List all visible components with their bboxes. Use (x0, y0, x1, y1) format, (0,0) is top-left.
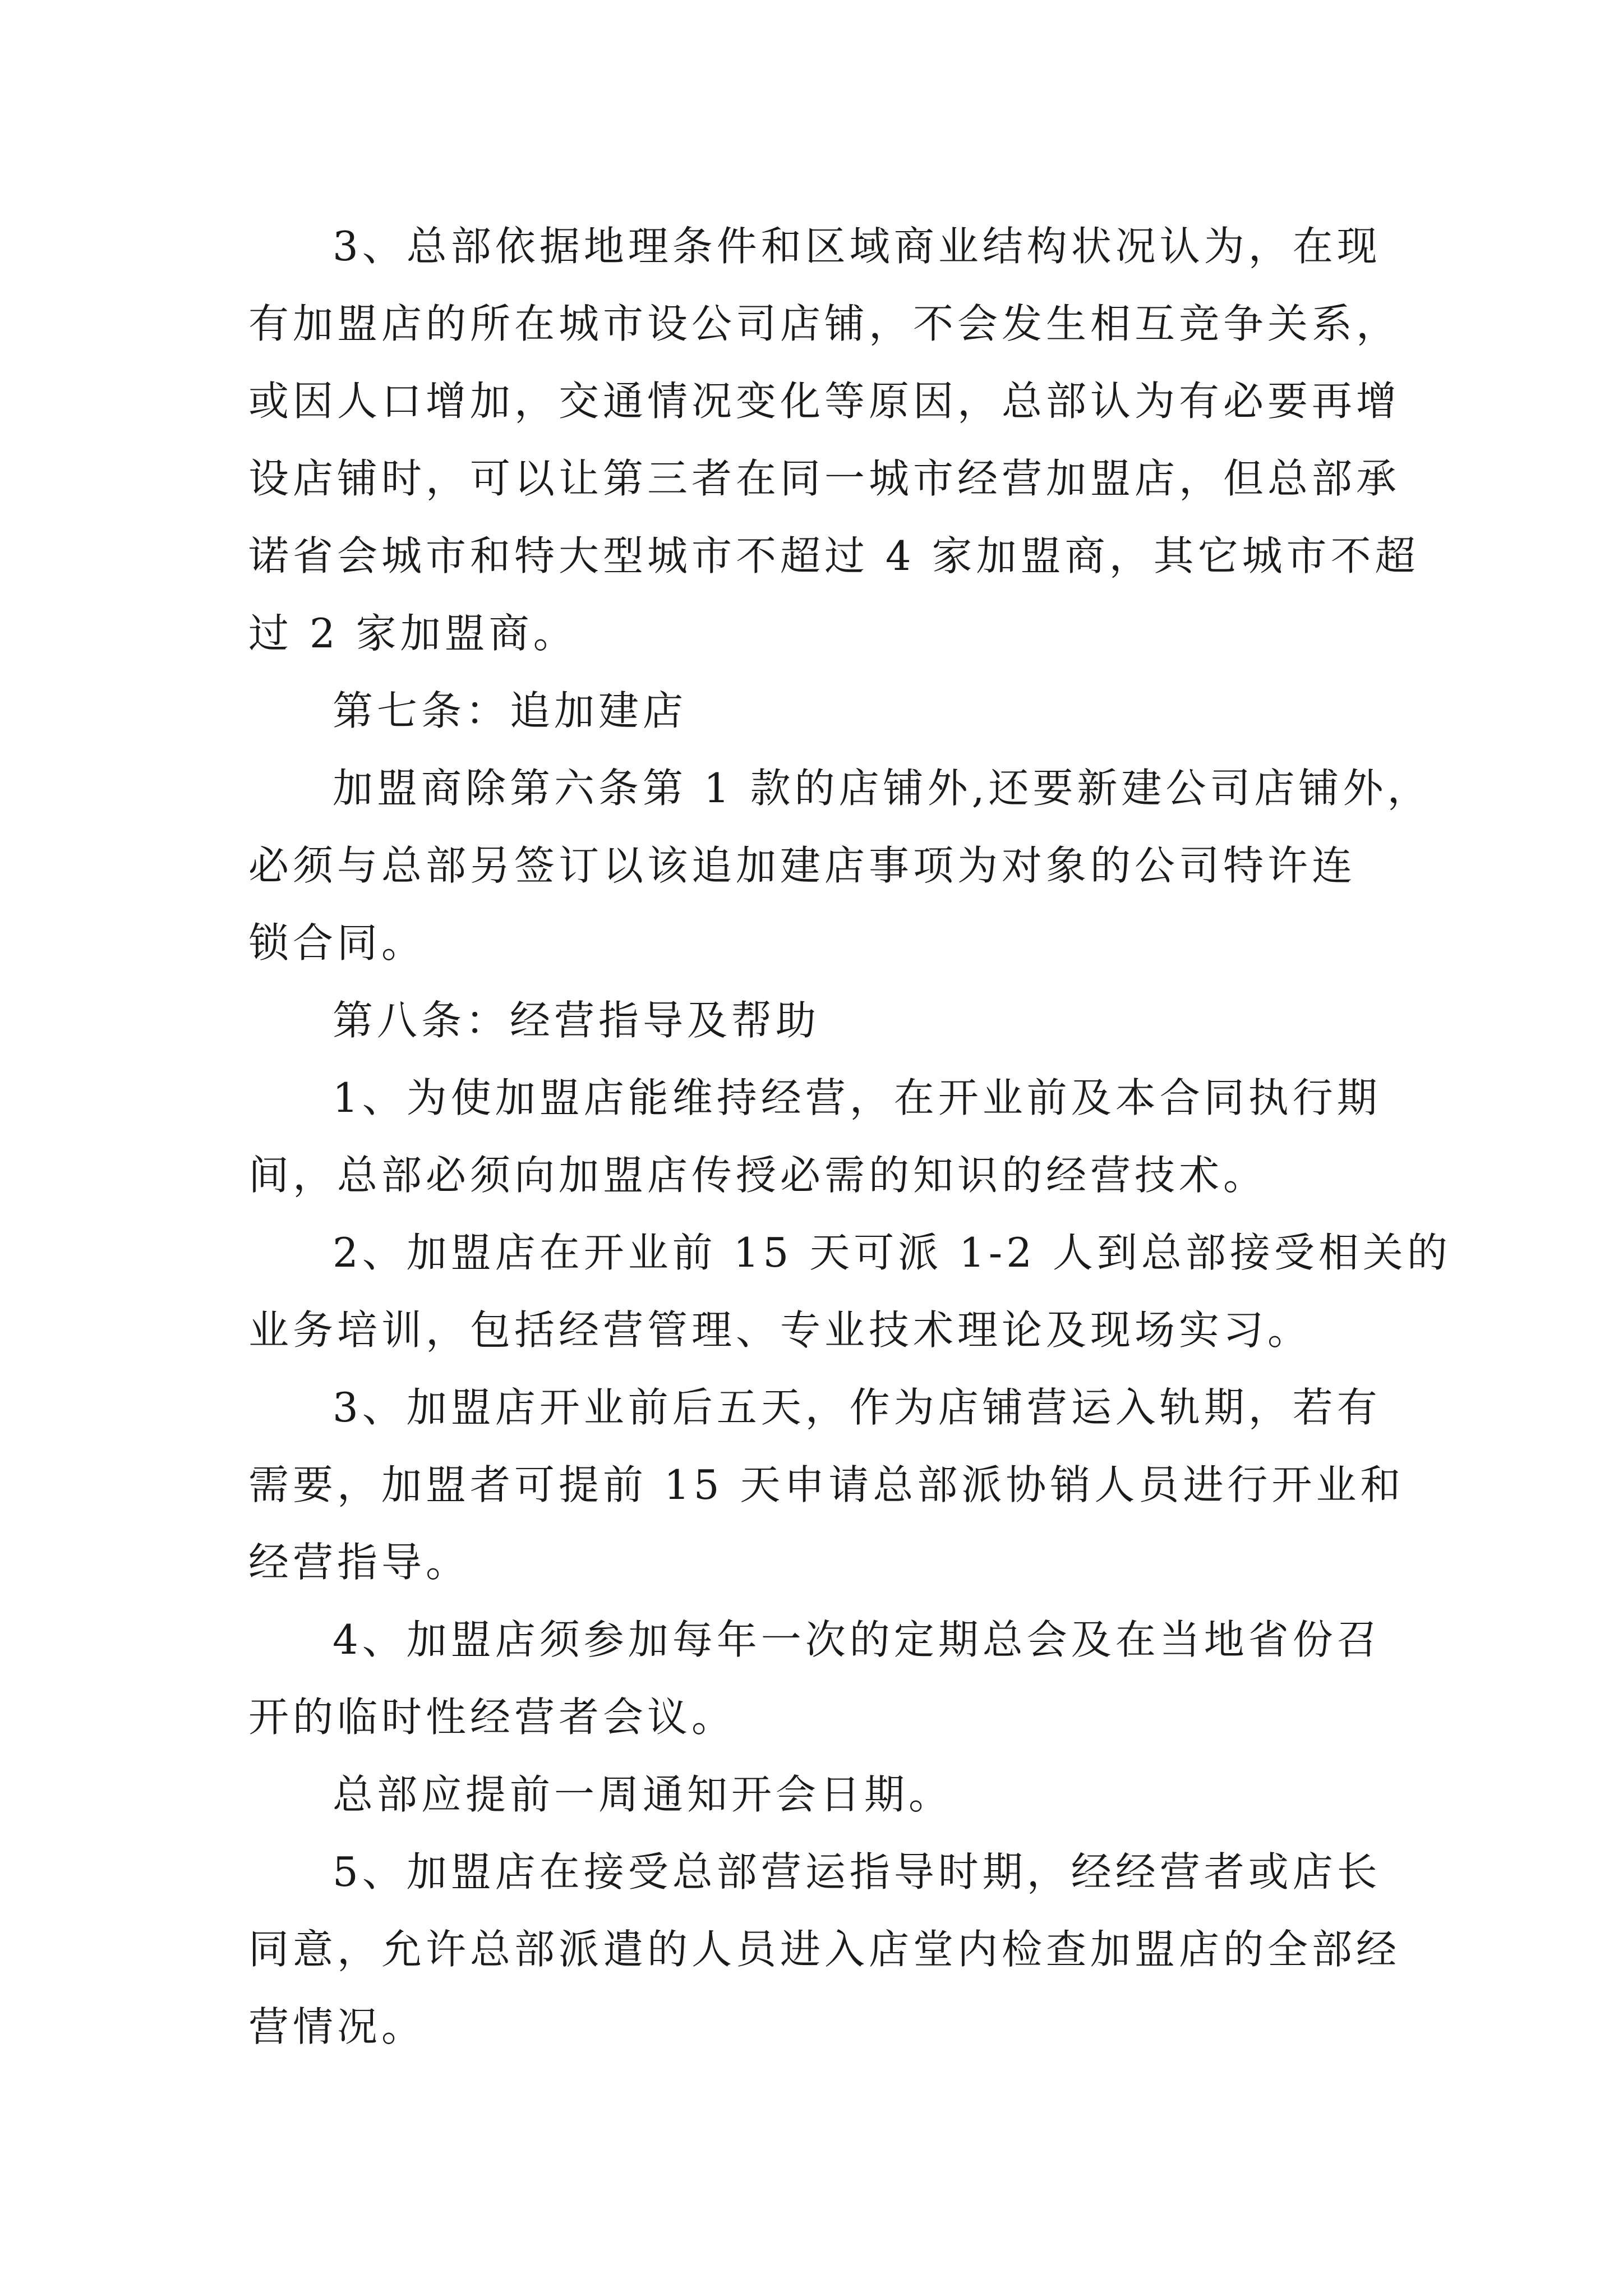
text-line: 2、加盟店在开业前 15 天可派 1-2 人到总部接受相关的 (333, 1229, 1451, 1276)
text-line: 营情况。 (248, 2003, 426, 2050)
article-7-heading (248, 672, 1387, 749)
paragraph-clause-3-opening-support (248, 1369, 1405, 1601)
text-line: 锁合同。 (248, 919, 426, 967)
paragraph-clause-3-store-density (248, 208, 1419, 672)
text-line: 需要，加盟者可提前 15 天申请总部派协销人员进行开业和 (248, 1461, 1405, 1508)
paragraph-meeting-notice (248, 1756, 1387, 1833)
section-heading: 第七条：追加建店 (333, 687, 688, 734)
paragraph-additional-stores (248, 749, 1432, 982)
paragraph-clause-1-guidance (248, 1059, 1387, 1214)
text-line: 3、总部依据地理条件和区域商业结构状况认为，在现 (333, 223, 1381, 270)
text-line: 或因人口增加，交通情况变化等原因，总部认为有必要再增 (248, 378, 1401, 425)
text-line: 过 2 家加盟商。 (248, 610, 578, 657)
article-8-heading (248, 982, 1387, 1059)
document-body (248, 208, 1451, 2065)
text-line: 设店铺时，可以让第三者在同一城市经营加盟店，但总部承 (248, 455, 1401, 502)
text-line: 有加盟店的所在城市设公司店铺，不会发生相互竞争关系， (248, 300, 1401, 347)
text-line: 开的临时性经营者会议。 (248, 1694, 736, 1741)
text-line: 3、加盟店开业前后五天，作为店铺营运入轨期，若有 (333, 1384, 1381, 1431)
text-line: 诺省会城市和特大型城市不超过 4 家加盟商，其它城市不超 (248, 532, 1419, 579)
text-line: 经营指导。 (248, 1539, 471, 1586)
text-line: 5、加盟店在接受总部营运指导时期，经经营者或店长 (333, 1848, 1381, 1895)
text-line: 4、加盟店须参加每年一次的定期总会及在当地省份召 (333, 1616, 1381, 1663)
text-line: 业务培训，包括经营管理、专业技术理论及现场实习。 (248, 1306, 1312, 1354)
text-line: 间，总部必须向加盟店传授必需的知识的经营技术。 (248, 1152, 1268, 1199)
paragraph-clause-4-meetings (248, 1601, 1387, 1756)
paragraph-clause-5-inspection (248, 1833, 1401, 2065)
text-line: 1、为使加盟店能维持经营，在开业前及本合同执行期 (333, 1074, 1381, 1121)
section-heading: 第八条：经营指导及帮助 (333, 997, 820, 1044)
paragraph-clause-2-training (248, 1214, 1451, 1369)
text-line: 总部应提前一周通知开会日期。 (333, 1771, 953, 1818)
text-line: 加盟商除第六条第 1 款的店铺外,还要新建公司店铺外， (333, 765, 1432, 812)
text-line: 必须与总部另签订以该追加建店事项为对象的公司特许连 (248, 842, 1357, 889)
text-line: 同意，允许总部派遣的人员进入店堂内检查加盟店的全部经 (248, 1926, 1401, 1973)
